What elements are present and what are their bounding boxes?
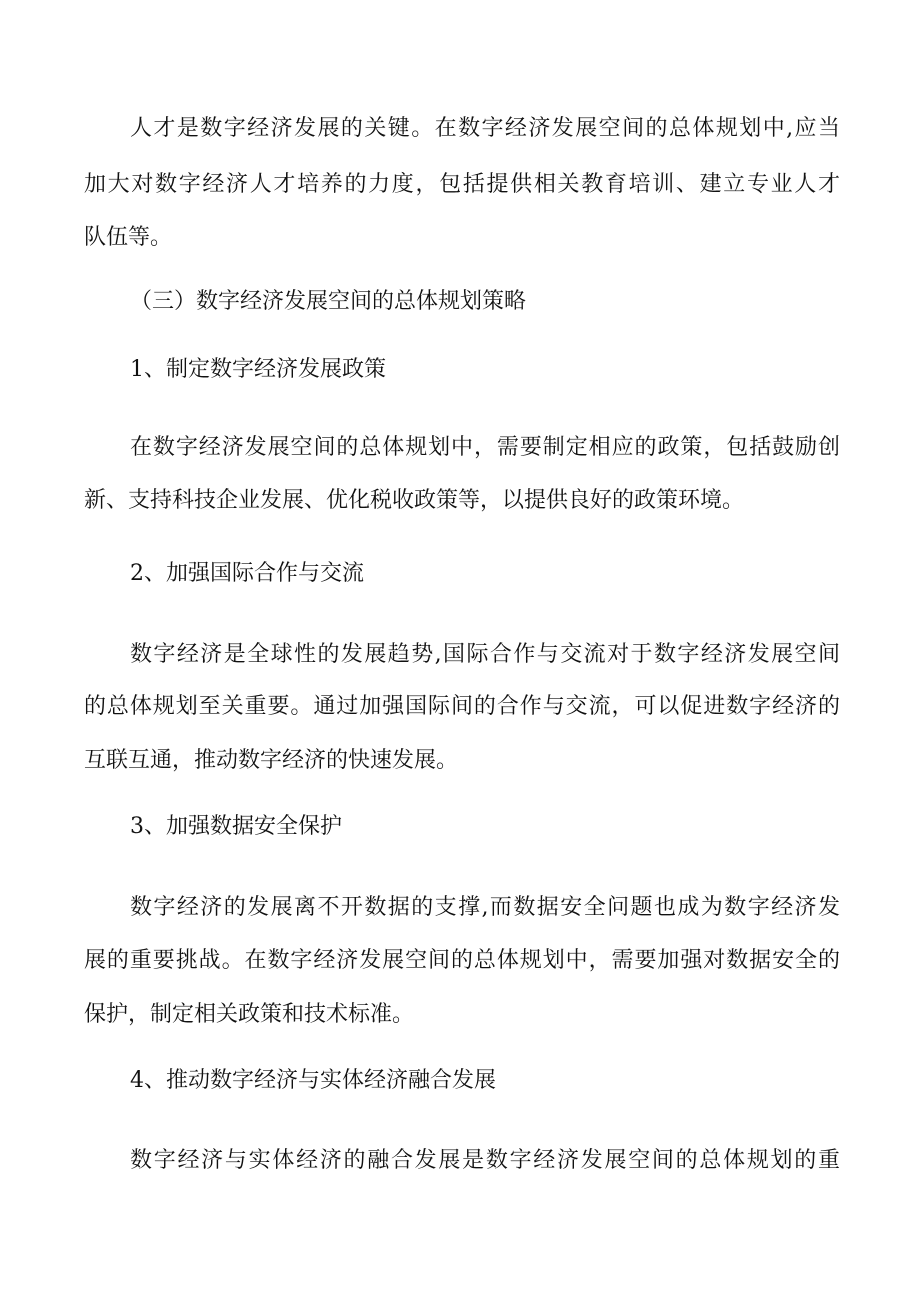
paragraph-line: 加大对数字经济人才培养的力度，包括提供相关教育培训、建立专业人才	[84, 172, 840, 197]
paragraph-line: 互联互通，推动数字经济的快速发展。	[84, 748, 459, 773]
item-heading: 1、制定数字经济发展政策	[130, 357, 386, 382]
paragraph-line: 数字经济的发展离不开数据的支撑,而数据安全问题也成为数字经济发	[130, 895, 840, 920]
paragraph-line: 展的重要挑战。在数字经济发展空间的总体规划中，需要加强对数据安全的	[84, 948, 840, 973]
section-heading: （三）数字经济发展空间的总体规划策略	[130, 289, 527, 314]
paragraph-line: 数字经济是全球性的发展趋势,国际合作与交流对于数字经济发展空间	[130, 642, 840, 667]
paragraph-line: 人才是数字经济发展的关键。在数字经济发展空间的总体规划中,应当	[130, 116, 840, 141]
item-heading: 4、推动数字经济与实体经济融合发展	[130, 1068, 496, 1093]
item-heading: 2、加强国际合作与交流	[130, 561, 364, 586]
paragraph-line: 数字经济与实体经济的融合发展是数字经济发展空间的总体规划的重	[130, 1148, 840, 1173]
paragraph-line: 保护，制定相关政策和技术标准。	[84, 1002, 415, 1027]
paragraph-line: 队伍等。	[84, 225, 173, 250]
paragraph-line: 在数字经济发展空间的总体规划中，需要制定相应的政策，包括鼓励创	[130, 435, 840, 460]
paragraph-line: 新、支持科技企业发展、优化税收政策等，以提供良好的政策环境。	[84, 488, 745, 513]
paragraph-line: 的总体规划至关重要。通过加强国际间的合作与交流，可以促进数字经济的	[84, 694, 840, 719]
item-heading: 3、加强数据安全保护	[130, 814, 342, 839]
